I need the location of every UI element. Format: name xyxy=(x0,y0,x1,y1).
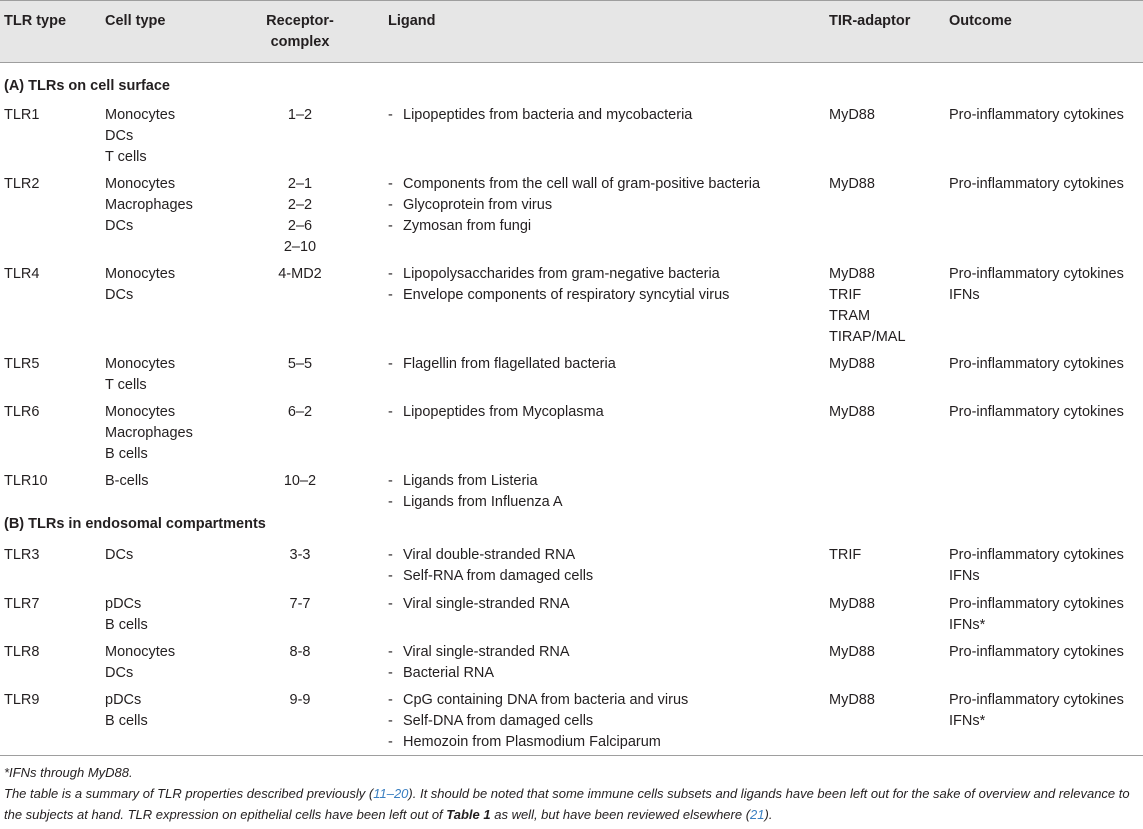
cell-type-cell xyxy=(105,690,148,732)
footnote-text-2: ). It should be noted that some immune cells subsets and ligands have been left out for the sake of overview and relevance to the subjects at hand. TLR expression on epithelial cells have been left out of xyxy=(4,786,1130,822)
cell-type-cell xyxy=(105,594,148,636)
cell-type-cell xyxy=(105,545,133,566)
ligand-item: - Glycoprotein from virus xyxy=(388,195,760,216)
tir-adaptor-cell xyxy=(829,105,875,126)
ligand-cell xyxy=(388,545,593,587)
ligand-cell xyxy=(388,105,692,126)
cell-type-item: B-cells xyxy=(105,473,149,489)
outcome-item: Pro-inflammatory cytokines xyxy=(949,404,1124,420)
tir-adaptor-item: MyD88 xyxy=(829,644,875,660)
receptor-complex-cell xyxy=(255,174,345,258)
footnote-text-1: The table is a summary of TLR properties described previously ( xyxy=(4,786,374,801)
outcome-item: Pro-inflammatory cytokines xyxy=(949,596,1124,612)
cell-type-item: pDCs xyxy=(105,596,142,612)
header-tlr-type: TLR type xyxy=(4,13,67,29)
reference-link-11-20[interactable]: 11–20 xyxy=(373,786,409,801)
tir-adaptor-cell xyxy=(829,264,906,348)
reference-link-21[interactable]: 21 xyxy=(750,807,765,822)
ligand-item: - Lipopeptides from bacteria and mycobacteria xyxy=(388,105,692,126)
section-a-title: (A) TLRs on cell surface xyxy=(4,78,170,94)
outcome-cell xyxy=(949,690,1124,732)
outcome-item: Pro-inflammatory cytokines xyxy=(949,547,1124,563)
tir-adaptor-item: TRAM xyxy=(829,308,871,324)
cell-type-item: DCs xyxy=(105,287,134,303)
cell-type-item: DCs xyxy=(105,665,134,681)
outcome-cell xyxy=(949,105,1124,126)
outcome-item: Pro-inflammatory cytokines xyxy=(949,356,1124,372)
cell-type-item: Monocytes xyxy=(105,404,176,420)
ligand-item: - Viral single-stranded RNA xyxy=(388,594,570,615)
tir-adaptor-item: TRIF xyxy=(829,287,862,303)
tir-adaptor-item: MyD88 xyxy=(829,596,875,612)
table-reference: Table 1 xyxy=(446,807,491,822)
receptor-complex-cell xyxy=(255,594,345,615)
cell-type-item: B cells xyxy=(105,446,148,462)
tir-adaptor-item: MyD88 xyxy=(829,107,875,123)
receptor-complex-item: 3-3 xyxy=(289,547,311,563)
cell-type-cell xyxy=(105,105,175,168)
outcome-cell xyxy=(949,402,1124,423)
outcome-item: Pro-inflammatory cytokines xyxy=(949,266,1124,282)
ligand-item: - Lipopeptides from Mycoplasma xyxy=(388,402,604,423)
table-header xyxy=(0,0,1143,63)
ligand-cell xyxy=(388,402,604,423)
ligand-item: - Viral single-stranded RNA xyxy=(388,642,570,663)
receptor-complex-cell xyxy=(255,642,345,663)
tir-adaptor-cell xyxy=(829,690,875,711)
tlr-type-cell: TLR7 xyxy=(4,596,40,612)
tlr-type-cell: TLR9 xyxy=(4,692,40,708)
ligand-cell xyxy=(388,174,760,237)
header-receptor-complex xyxy=(255,11,345,53)
ligand-item: - Flagellin from flagellated bacteria xyxy=(388,354,616,375)
tlr-type-cell: TLR2 xyxy=(4,176,40,192)
header-cell-type: Cell type xyxy=(105,13,166,29)
tir-adaptor-item: MyD88 xyxy=(829,404,875,420)
ligand-item: - Hemozoin from Plasmodium Falciparum xyxy=(388,732,688,753)
outcome-item: IFNs xyxy=(949,568,980,584)
footnote-ifn: *IFNs through MyD88. xyxy=(4,765,133,780)
outcome-cell xyxy=(949,264,1124,306)
ligand-item: - Components from the cell wall of gram-positive bacteria xyxy=(388,174,760,195)
cell-type-item: Monocytes xyxy=(105,644,176,660)
outcome-item: Pro-inflammatory cytokines xyxy=(949,107,1124,123)
tlr-type-cell: TLR3 xyxy=(4,547,40,563)
cell-type-item: DCs xyxy=(105,547,134,563)
tir-adaptor-item: TIRAP/MAL xyxy=(829,329,906,345)
cell-type-item: pDCs xyxy=(105,692,142,708)
cell-type-item: Monocytes xyxy=(105,356,176,372)
receptor-complex-item: 5–5 xyxy=(287,356,313,372)
cell-type-item: B cells xyxy=(105,617,148,633)
ligand-item: - Viral double-stranded RNA xyxy=(388,545,593,566)
cell-type-item: Monocytes xyxy=(105,107,176,123)
receptor-complex-item: 10–2 xyxy=(283,473,317,489)
footnote-summary xyxy=(4,783,1140,825)
cell-type-cell xyxy=(105,471,149,492)
footnote-text-4: ). xyxy=(764,807,773,822)
cell-type-item: Macrophages xyxy=(105,197,193,213)
receptor-complex-cell xyxy=(255,402,345,423)
receptor-complex-cell xyxy=(255,105,345,126)
receptor-complex-item: 7-7 xyxy=(289,596,311,612)
receptor-complex-item: 2–2 xyxy=(287,197,313,213)
tir-adaptor-cell xyxy=(829,642,875,663)
cell-type-item: Macrophages xyxy=(105,425,193,441)
ligand-item: - Ligands from Influenza A xyxy=(388,492,563,513)
outcome-item: Pro-inflammatory cytokines xyxy=(949,692,1124,708)
tlr-type-cell: TLR4 xyxy=(4,266,40,282)
ligand-item: - Ligands from Listeria xyxy=(388,471,563,492)
tir-adaptor-cell xyxy=(829,594,875,615)
cell-type-cell xyxy=(105,642,175,684)
tir-adaptor-item: MyD88 xyxy=(829,176,875,192)
outcome-cell xyxy=(949,545,1124,587)
receptor-complex-cell xyxy=(255,471,345,492)
header-ligand: Ligand xyxy=(388,13,436,29)
outcome-item: IFNs* xyxy=(949,713,986,729)
table-bottom-rule xyxy=(0,755,1143,756)
tir-adaptor-cell xyxy=(829,354,875,375)
receptor-complex-cell xyxy=(255,354,345,375)
receptor-complex-item: 2–1 xyxy=(287,176,313,192)
receptor-complex-cell xyxy=(255,690,345,711)
outcome-cell xyxy=(949,354,1124,375)
ligand-item: - Self-DNA from damaged cells xyxy=(388,711,688,732)
ligand-item: - Envelope components of respiratory syncytial virus xyxy=(388,285,729,306)
outcome-item: Pro-inflammatory cytokines xyxy=(949,176,1124,192)
ligand-cell xyxy=(388,471,563,513)
ligand-cell xyxy=(388,264,729,306)
footnote-text-3: as well, but have been reviewed elsewhere ( xyxy=(490,807,751,822)
tlr-type-cell: TLR8 xyxy=(4,644,40,660)
header-tir-adaptor: TIR-adaptor xyxy=(829,13,911,29)
ligand-cell xyxy=(388,354,616,375)
receptor-complex-item: 9-9 xyxy=(289,692,311,708)
receptor-complex-cell xyxy=(255,264,345,285)
receptor-complex-item: 4-MD2 xyxy=(278,266,322,282)
ligand-item: - Zymosan from fungi xyxy=(388,216,760,237)
cell-type-item: Monocytes xyxy=(105,266,176,282)
outcome-item: IFNs xyxy=(949,287,980,303)
ligand-item: - Bacterial RNA xyxy=(388,663,570,684)
tir-adaptor-cell xyxy=(829,174,875,195)
cell-type-cell xyxy=(105,402,193,465)
ligand-item: - Lipopolysaccharides from gram-negative bacteria xyxy=(388,264,729,285)
tir-adaptor-cell xyxy=(829,545,861,566)
receptor-complex-item: 8-8 xyxy=(289,644,311,660)
cell-type-item: T cells xyxy=(105,149,147,165)
cell-type-cell xyxy=(105,174,193,237)
tir-adaptor-item: MyD88 xyxy=(829,356,875,372)
cell-type-cell xyxy=(105,354,175,396)
tlr-type-cell: TLR6 xyxy=(4,404,40,420)
outcome-item: IFNs* xyxy=(949,617,986,633)
outcome-item: Pro-inflammatory cytokines xyxy=(949,644,1124,660)
cell-type-item: DCs xyxy=(105,128,134,144)
cell-type-item: DCs xyxy=(105,218,134,234)
ligand-cell xyxy=(388,594,570,615)
receptor-complex-item: 2–6 xyxy=(287,218,313,234)
ligand-cell xyxy=(388,690,688,753)
tir-adaptor-item: MyD88 xyxy=(829,266,875,282)
header-receptor-line-1: Receptor- xyxy=(266,13,334,29)
cell-type-item: T cells xyxy=(105,377,147,393)
cell-type-cell xyxy=(105,264,175,306)
tir-adaptor-item: MyD88 xyxy=(829,692,875,708)
tlr-type-cell: TLR10 xyxy=(4,473,48,489)
tlr-type-cell: TLR1 xyxy=(4,107,40,123)
ligand-item: - Self-RNA from damaged cells xyxy=(388,566,593,587)
header-outcome: Outcome xyxy=(949,13,1012,29)
cell-type-item: B cells xyxy=(105,713,148,729)
tir-adaptor-cell xyxy=(829,402,875,423)
receptor-complex-item: 1–2 xyxy=(287,107,313,123)
tlr-type-cell: TLR5 xyxy=(4,356,40,372)
tir-adaptor-item: TRIF xyxy=(829,547,862,563)
receptor-complex-item: 6–2 xyxy=(287,404,313,420)
receptor-complex-item: 2–10 xyxy=(283,239,317,255)
ligand-cell xyxy=(388,642,570,684)
section-b-title: (B) TLRs in endosomal compartments xyxy=(4,516,266,532)
outcome-cell xyxy=(949,642,1124,663)
outcome-cell xyxy=(949,174,1124,195)
outcome-cell xyxy=(949,594,1124,636)
ligand-item: - CpG containing DNA from bacteria and virus xyxy=(388,690,688,711)
receptor-complex-cell xyxy=(255,545,345,566)
cell-type-item: Monocytes xyxy=(105,176,176,192)
header-receptor-line-2: complex xyxy=(270,34,330,50)
